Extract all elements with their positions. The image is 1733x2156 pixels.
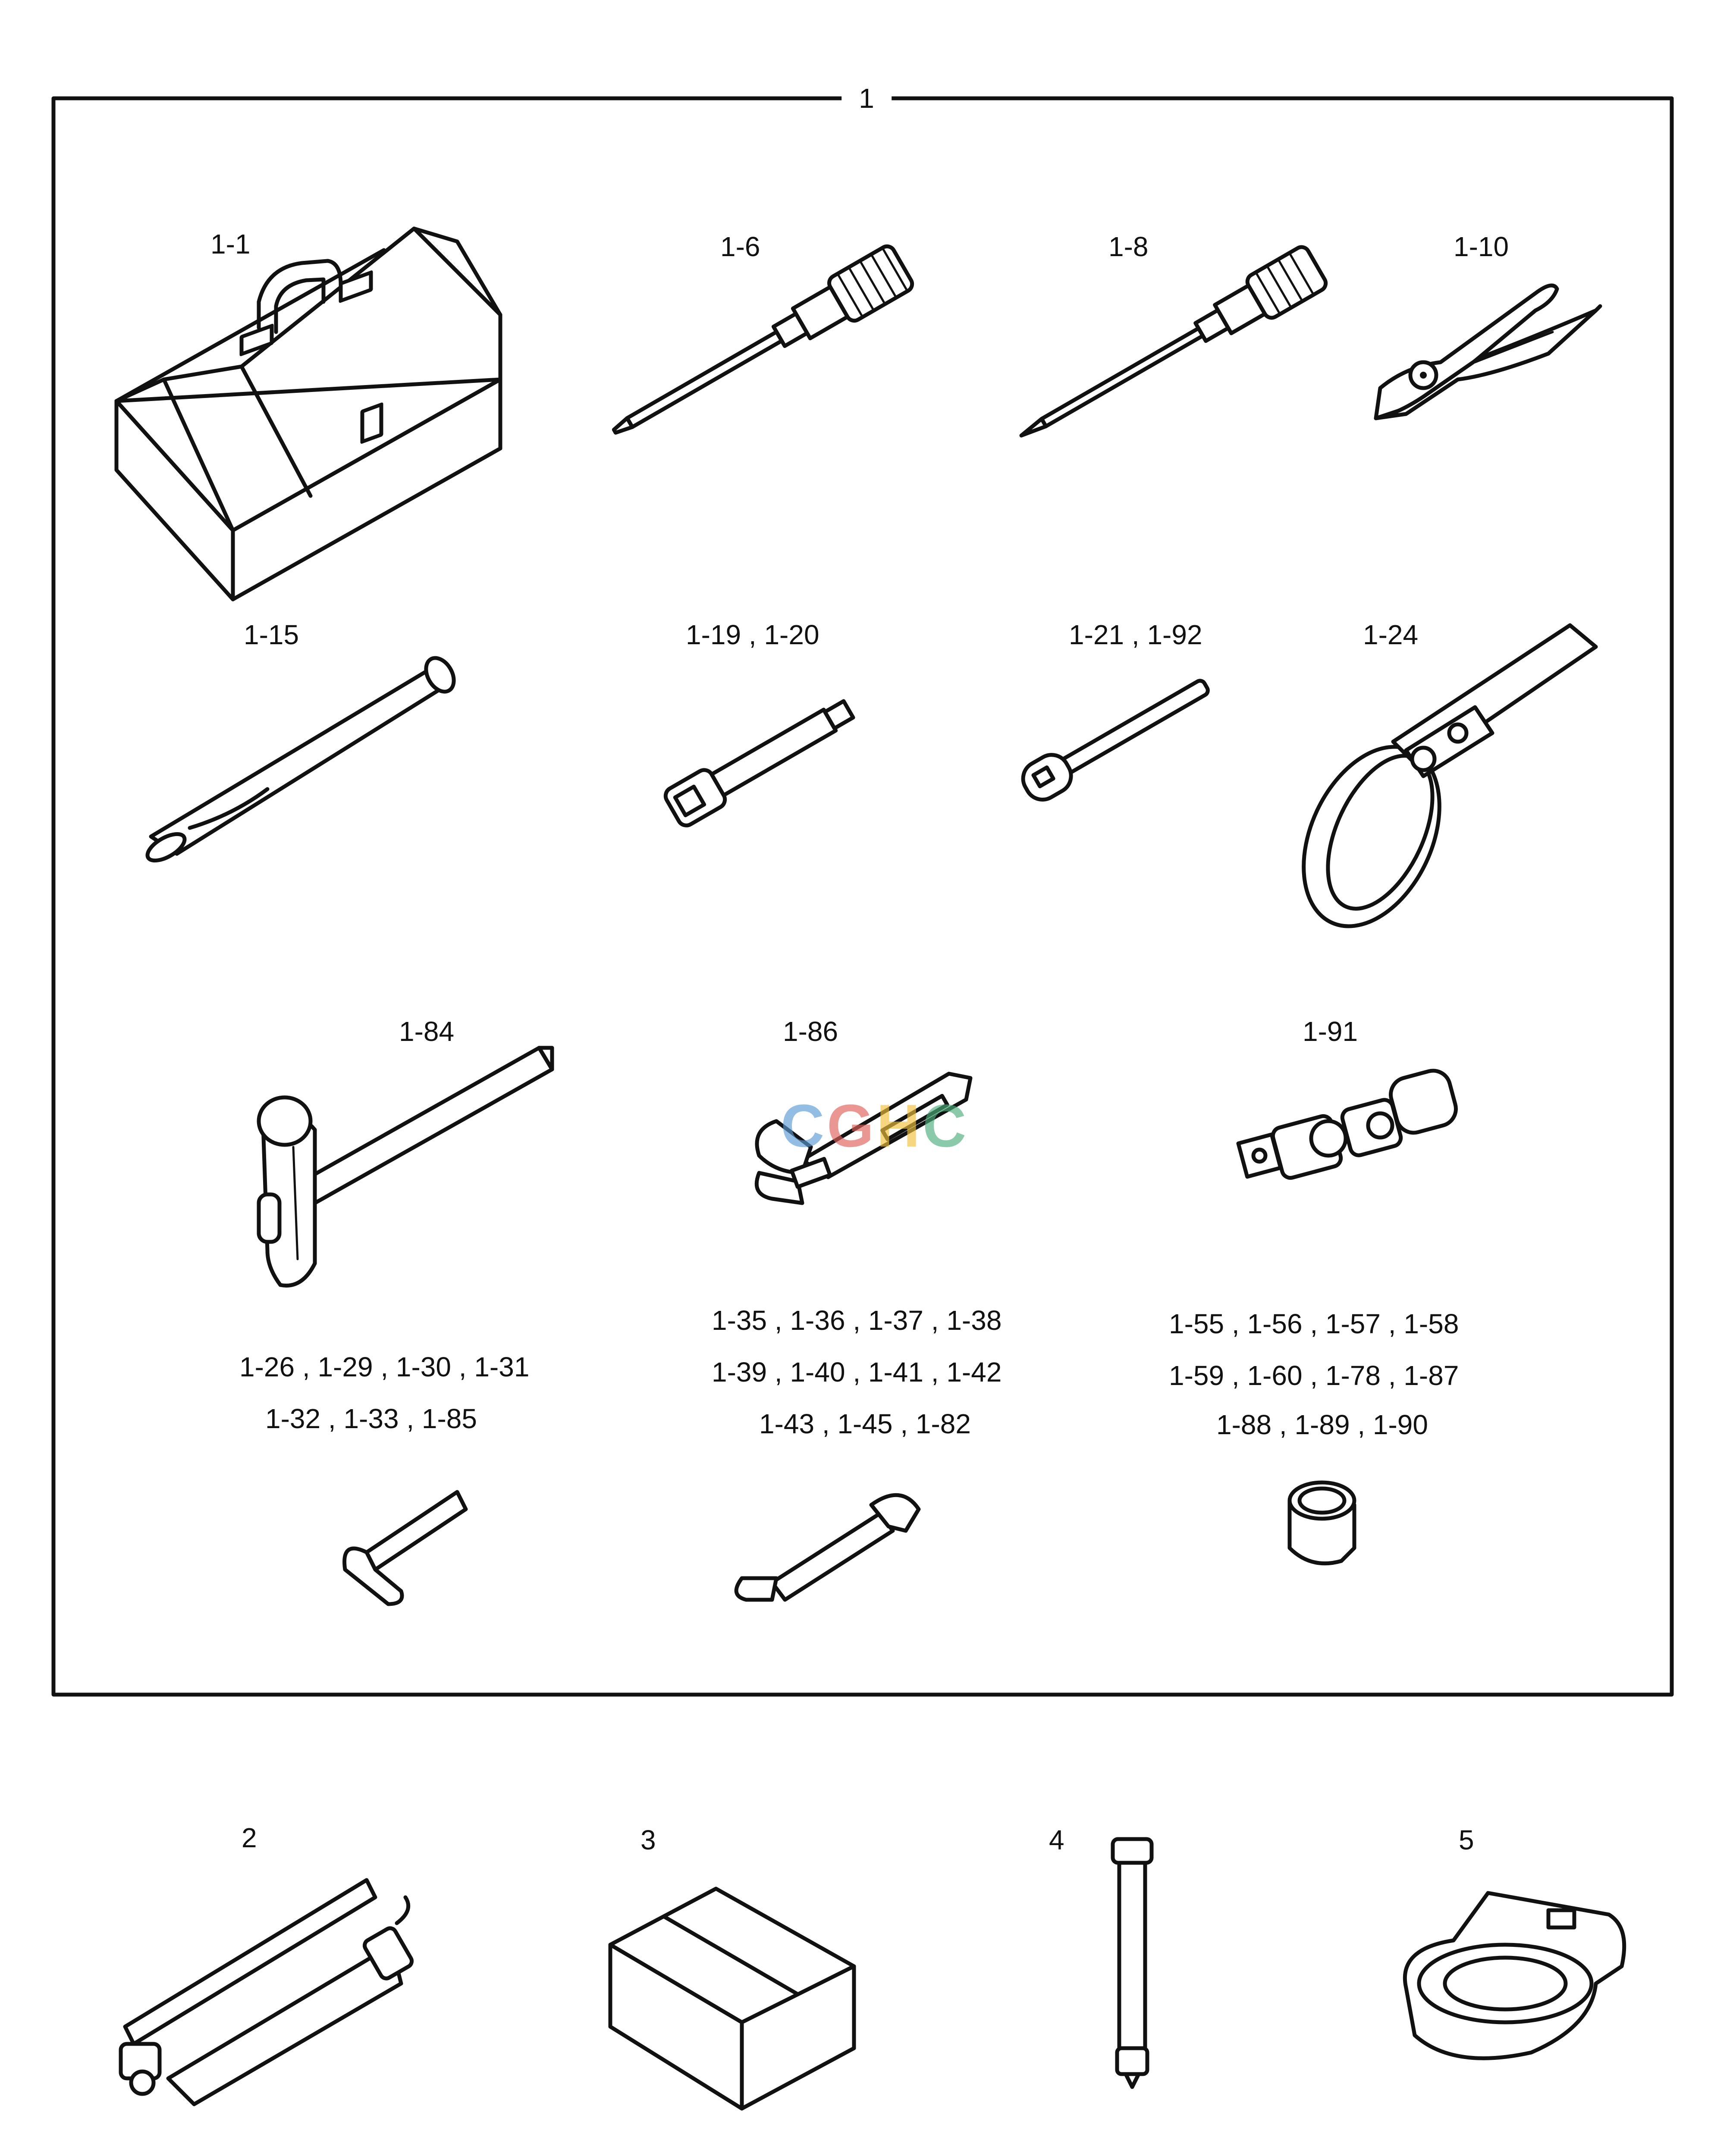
label-sockets-line2: 1-59 , 1-60 , 1-78 , 1-87: [1169, 1360, 1459, 1391]
label-adjustable-wrench: 1-86: [783, 1016, 838, 1047]
label-universal-joint: 1-91: [1303, 1016, 1358, 1047]
tube-handle-icon: [143, 653, 459, 866]
screwdriver-flat-icon: [602, 244, 915, 453]
watermark: [781, 1091, 969, 1161]
watermark-letter-1: C: [781, 1092, 827, 1159]
label-grease-gun: 2: [242, 1822, 257, 1853]
label-hammer: 1-84: [399, 1016, 455, 1047]
toolbox-icon: [116, 229, 500, 599]
label-tube-handle: 1-15: [244, 619, 299, 650]
pin-rod-icon: [1113, 1839, 1152, 2087]
grease-gun-icon: [121, 1880, 414, 2104]
label-box: 3: [640, 1824, 656, 1855]
label-ring-adapter: 5: [1459, 1824, 1474, 1855]
extension-bar-icon: [662, 691, 859, 828]
pliers-icon: [1376, 285, 1600, 418]
label-spanners-line1: 1-35 , 1-36 , 1-37 , 1-38: [712, 1305, 1002, 1336]
label-spanners-line3: 1-43 , 1-45 , 1-82: [759, 1408, 971, 1439]
label-sockets-line1: 1-55 , 1-56 , 1-57 , 1-58: [1169, 1308, 1459, 1339]
watermark-letter-2: G: [827, 1092, 877, 1159]
ratchet-icon: [1017, 669, 1216, 806]
label-hex-keys-line2: 1-32 , 1-33 , 1-85: [265, 1403, 477, 1434]
label-screwdriver-cross: 1-8: [1108, 231, 1149, 262]
screwdriver-cross-icon: [1009, 244, 1328, 457]
label-hex-keys-line1: 1-26 , 1-29 , 1-30 , 1-31: [239, 1351, 530, 1382]
label-filter-wrench: 1-24: [1363, 619, 1419, 650]
watermark-letter-3: H: [876, 1092, 923, 1159]
universal-joint-icon: [1238, 1067, 1460, 1180]
label-spanners-line2: 1-39 , 1-40 , 1-41 , 1-42: [712, 1357, 1002, 1388]
socket-icon: [1290, 1482, 1354, 1564]
label-pin-rod: 4: [1049, 1824, 1064, 1855]
spanner-icon: [736, 1495, 919, 1600]
label-ratchet: 1-21 , 1-92: [1069, 619, 1202, 650]
filter-wrench-icon: [1277, 625, 1596, 948]
label-pliers: 1-10: [1454, 231, 1509, 262]
label-screwdriver-flat: 1-6: [720, 231, 760, 262]
label-toolbox: 1-1: [210, 229, 251, 260]
label-sockets-line3: 1-88 , 1-89 , 1-90: [1216, 1409, 1428, 1440]
label-extension-bar: 1-19 , 1-20: [686, 619, 819, 650]
box-icon: [610, 1889, 854, 2109]
watermark-letter-4: C: [923, 1092, 969, 1159]
group-title: 1: [841, 85, 892, 112]
hammer-icon: [259, 1048, 552, 1285]
hex-key-icon: [345, 1492, 466, 1604]
ring-adapter-icon: [1405, 1893, 1624, 2058]
